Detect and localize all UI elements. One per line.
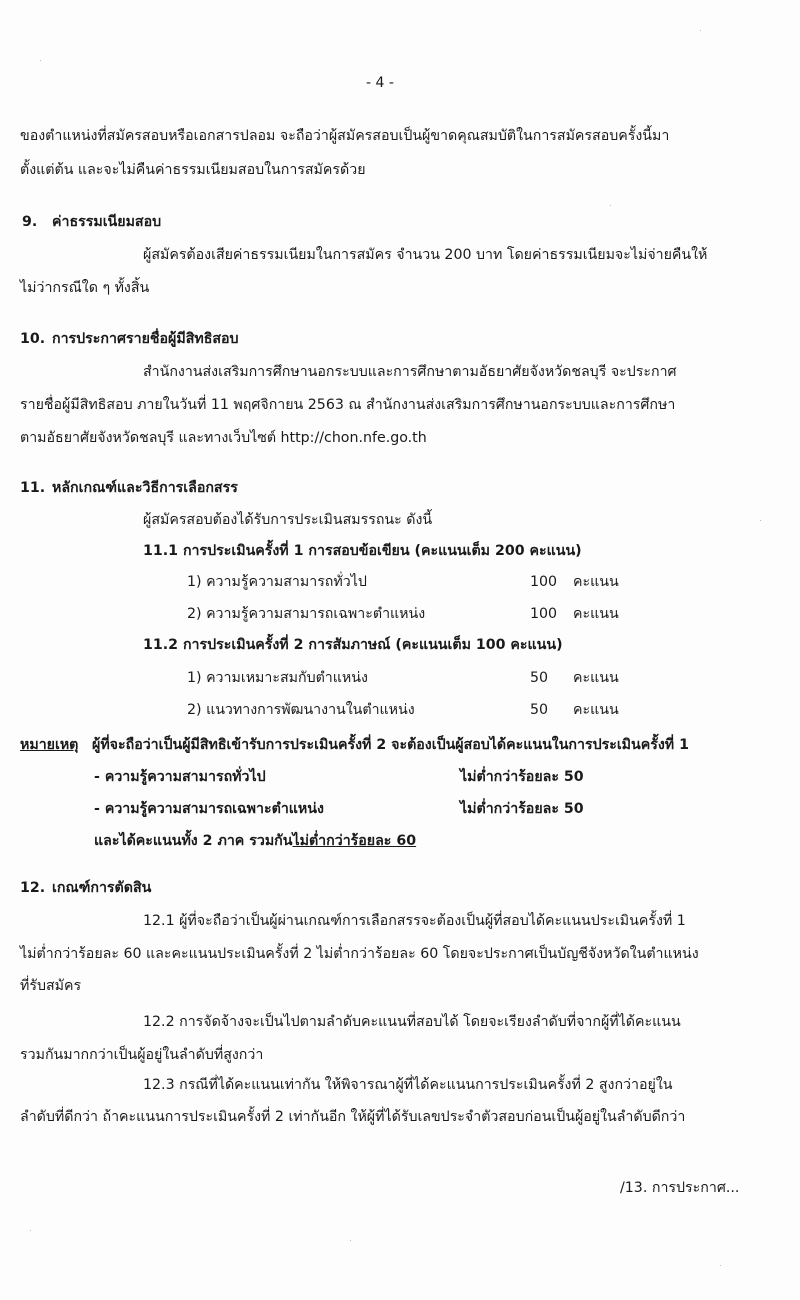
scan-speck bbox=[700, 30, 701, 31]
section-11-1-item-2-label: 2) ความรู้ความสามารถเฉพาะตำแหน่ง bbox=[187, 606, 426, 622]
section-11-1-item-1-label: 1) ความรู้ความสามารถทั่วไป bbox=[187, 574, 367, 590]
scan-speck bbox=[610, 205, 611, 206]
section-11-1-item-1-score: 100 bbox=[530, 574, 558, 590]
section-12-1-line-2: ไม่ต่ำกว่าร้อยละ 60 และคะแนนประเมินครั้งที่ 2 ไม่ต่ำกว่าร้อยละ 60 โดยจะประกาศเป็นบัญชีจังหวัดในตำแหน่ง bbox=[20, 946, 699, 962]
section-11-1-item-1-unit: คะแนน bbox=[573, 574, 619, 590]
section-11-intro: ผู้สมัครสอบต้องได้รับการประเมินสมรรถนะ ดังนี้ bbox=[143, 512, 433, 528]
note-total-prefix: และได้คะแนนทั้ง 2 ภาค รวมกัน bbox=[94, 833, 293, 849]
note-item-1-value: ไม่ต่ำกว่าร้อยละ 50 bbox=[460, 769, 584, 785]
section-11-2-item-1-score: 50 bbox=[530, 670, 549, 686]
section-11-2-item-2-score: 50 bbox=[530, 702, 549, 718]
section-12-1-line-1: 12.1 ผู้ที่จะถือว่าเป็นผู้ผ่านเกณฑ์การเลือกสรรจะต้องเป็นผู้ที่สอบได้คะแนนประเมินครั้งที่ 1 bbox=[143, 913, 686, 929]
note-item-2-label: - ความรู้ความสามารถเฉพาะตำแหน่ง bbox=[94, 801, 324, 817]
note-item-2-value: ไม่ต่ำกว่าร้อยละ 50 bbox=[460, 801, 584, 817]
note-label: หมายเหตุ bbox=[20, 737, 79, 753]
section-11-2-item-1-label: 1) ความเหมาะสมกับตำแหน่ง bbox=[187, 670, 368, 686]
intro-line-2: ตั้งแต่ต้น และจะไม่คืนค่าธรรมเนียมสอบในการสมัครด้วย bbox=[20, 162, 366, 178]
section-11-1-item-2-unit: คะแนน bbox=[573, 606, 619, 622]
note-total bbox=[94, 831, 416, 851]
page-number: - 4 - bbox=[366, 75, 394, 91]
section-9-title: ค่าธรรมเนียมสอบ bbox=[52, 214, 162, 230]
section-10-line-3: ตามอัธยาศัยจังหวัดชลบุรี และทางเว็บไซต์ http://chon.nfe.go.th bbox=[20, 430, 427, 446]
section-10-line-1: สำนักงานส่งเสริมการศึกษานอกระบบและการศึกษาตามอัธยาศัยจังหวัดชลบุรี จะประกาศ bbox=[143, 364, 677, 380]
section-12-1-line-3: ที่รับสมัคร bbox=[20, 978, 82, 994]
scan-speck bbox=[40, 60, 41, 61]
section-12-3-line-2: ลำดับที่ดีกว่า ถ้าคะแนนการประเมินครั้งที่ 2 เท่ากันอีก ให้ผู้ที่ได้รับเลขประจำตัวสอบก่อนเป็นผู้อยู่ในลำดับดีกว่า bbox=[20, 1109, 686, 1125]
scan-speck bbox=[760, 520, 761, 521]
section-11-2-title: 11.2 การประเมินครั้งที่ 2 การสัมภาษณ์ (คะแนนเต็ม 100 คะแนน) bbox=[143, 637, 563, 653]
scan-speck bbox=[350, 1240, 351, 1241]
section-10-title: การประกาศรายชื่อผู้มีสิทธิสอบ bbox=[52, 331, 239, 347]
section-11-2-item-2-unit: คะแนน bbox=[573, 702, 619, 718]
section-9-number: 9. bbox=[22, 214, 38, 230]
intro-line-1: ของตำแหน่งที่สมัครสอบหรือเอกสารปลอม จะถือว่าผู้สมัครสอบเป็นผู้ขาดคุณสมบัติในการสมัครสอบครั้งนี้มา bbox=[20, 128, 670, 144]
section-10-number: 10. bbox=[20, 331, 46, 347]
scan-speck bbox=[30, 1230, 31, 1231]
note-total-threshold: ไม่ต่ำกว่าร้อยละ 60 bbox=[292, 833, 417, 849]
section-11-title: หลักเกณฑ์และวิธีการเลือกสรร bbox=[52, 480, 238, 496]
section-9-line-2: ไม่ว่ากรณีใด ๆ ทั้งสิ้น bbox=[20, 280, 150, 296]
section-12-title: เกณฑ์การตัดสิน bbox=[52, 880, 152, 896]
section-12-2-line-1: 12.2 การจัดจ้างจะเป็นไปตามลำดับคะแนนที่สอบได้ โดยจะเรียงลำดับที่จากผู้ที่ได้คะแนน bbox=[143, 1014, 681, 1030]
section-11-2-item-1-unit: คะแนน bbox=[573, 670, 619, 686]
section-12-3-line-1: 12.3 กรณีที่ได้คะแนนเท่ากัน ให้พิจารณาผู้ที่ได้คะแนนการประเมินครั้งที่ 2 สูงกว่าอยู่ใน bbox=[143, 1077, 673, 1093]
scan-speck bbox=[720, 1265, 721, 1266]
note-text: ผู้ที่จะถือว่าเป็นผู้มีสิทธิเข้ารับการประเมินครั้งที่ 2 จะต้องเป็นผู้สอบได้คะแนนในการประเมินครั้งที่ 1 bbox=[92, 737, 689, 753]
section-12-2-line-2: รวมกันมากกว่าเป็นผู้อยู่ในลำดับที่สูงกว่า bbox=[20, 1047, 264, 1063]
section-9-line-1: ผู้สมัครต้องเสียค่าธรรมเนียมในการสมัคร จำนวน 200 บาท โดยค่าธรรมเนียมจะไม่จ่ายคืนให้ bbox=[143, 247, 708, 263]
continuation-note: /13. การประกาศ... bbox=[620, 1180, 740, 1196]
section-11-number: 11. bbox=[20, 480, 46, 496]
section-11-1-item-2-score: 100 bbox=[530, 606, 558, 622]
note-item-1-label: - ความรู้ความสามารถทั่วไป bbox=[94, 769, 266, 785]
section-12-number: 12. bbox=[20, 880, 46, 896]
section-11-1-title: 11.1 การประเมินครั้งที่ 1 การสอบข้อเขียน (คะแนนเต็ม 200 คะแนน) bbox=[143, 543, 582, 559]
section-11-2-item-2-label: 2) แนวทางการพัฒนางานในตำแหน่ง bbox=[187, 702, 415, 718]
section-10-line-2: รายชื่อผู้มีสิทธิสอบ ภายในวันที่ 11 พฤศจิกายน 2563 ณ สำนักงานส่งเสริมการศึกษานอกระบบและการศึกษา bbox=[20, 397, 676, 413]
